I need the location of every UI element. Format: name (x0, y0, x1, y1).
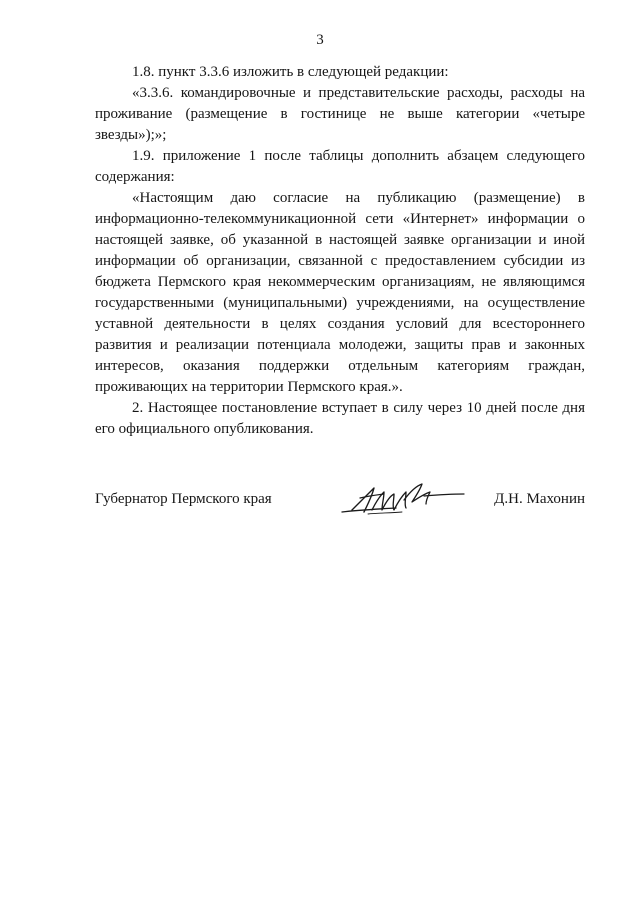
document-body (95, 62, 585, 440)
signatory-name: Д.Н. Махонин (494, 491, 585, 507)
signature-block (95, 480, 585, 530)
paragraph-item-1-8: 1.8. пункт 3.3.6 изложить в следующей редакции: (132, 64, 449, 80)
paragraph-consent-text: «Настоящим даю согласие на публикацию (размещение) в информационно-телекоммуникационной сети «Интернет» информации о настоящей заявке, об указанной в настоящей заявке организации и иной информации об организации, связанной с предоставлением субсидии из бюджета Пермского края некоммерческим организациям, не являющимся государственными (муниципальными) учреждениями, на осуществление уставной деятельности в целях создания условий для всестороннего развития и реализации потенциала молодежи, защиты прав и законных интересов, оказания поддержки отдельным категориям граждан, проживающих на территории Пермского края.». (95, 190, 585, 395)
paragraph-point-3-3-6: «3.3.6. командировочные и представительские расходы, расходы на проживание (размещение в гостинице не выше категории «четыре звезды»);»; (95, 85, 585, 143)
paragraph-item-2: 2. Настоящее постановление вступает в силу через 10 дней после дня его официального опубликования. (95, 400, 585, 437)
paragraph-item-1-9: 1.9. приложение 1 после таблицы дополнить абзацем следующего содержания: (95, 148, 585, 185)
signatory-position: Губернатор Пермского края (95, 491, 272, 507)
handwritten-signature (338, 480, 468, 520)
page-number: 3 (316, 32, 324, 48)
